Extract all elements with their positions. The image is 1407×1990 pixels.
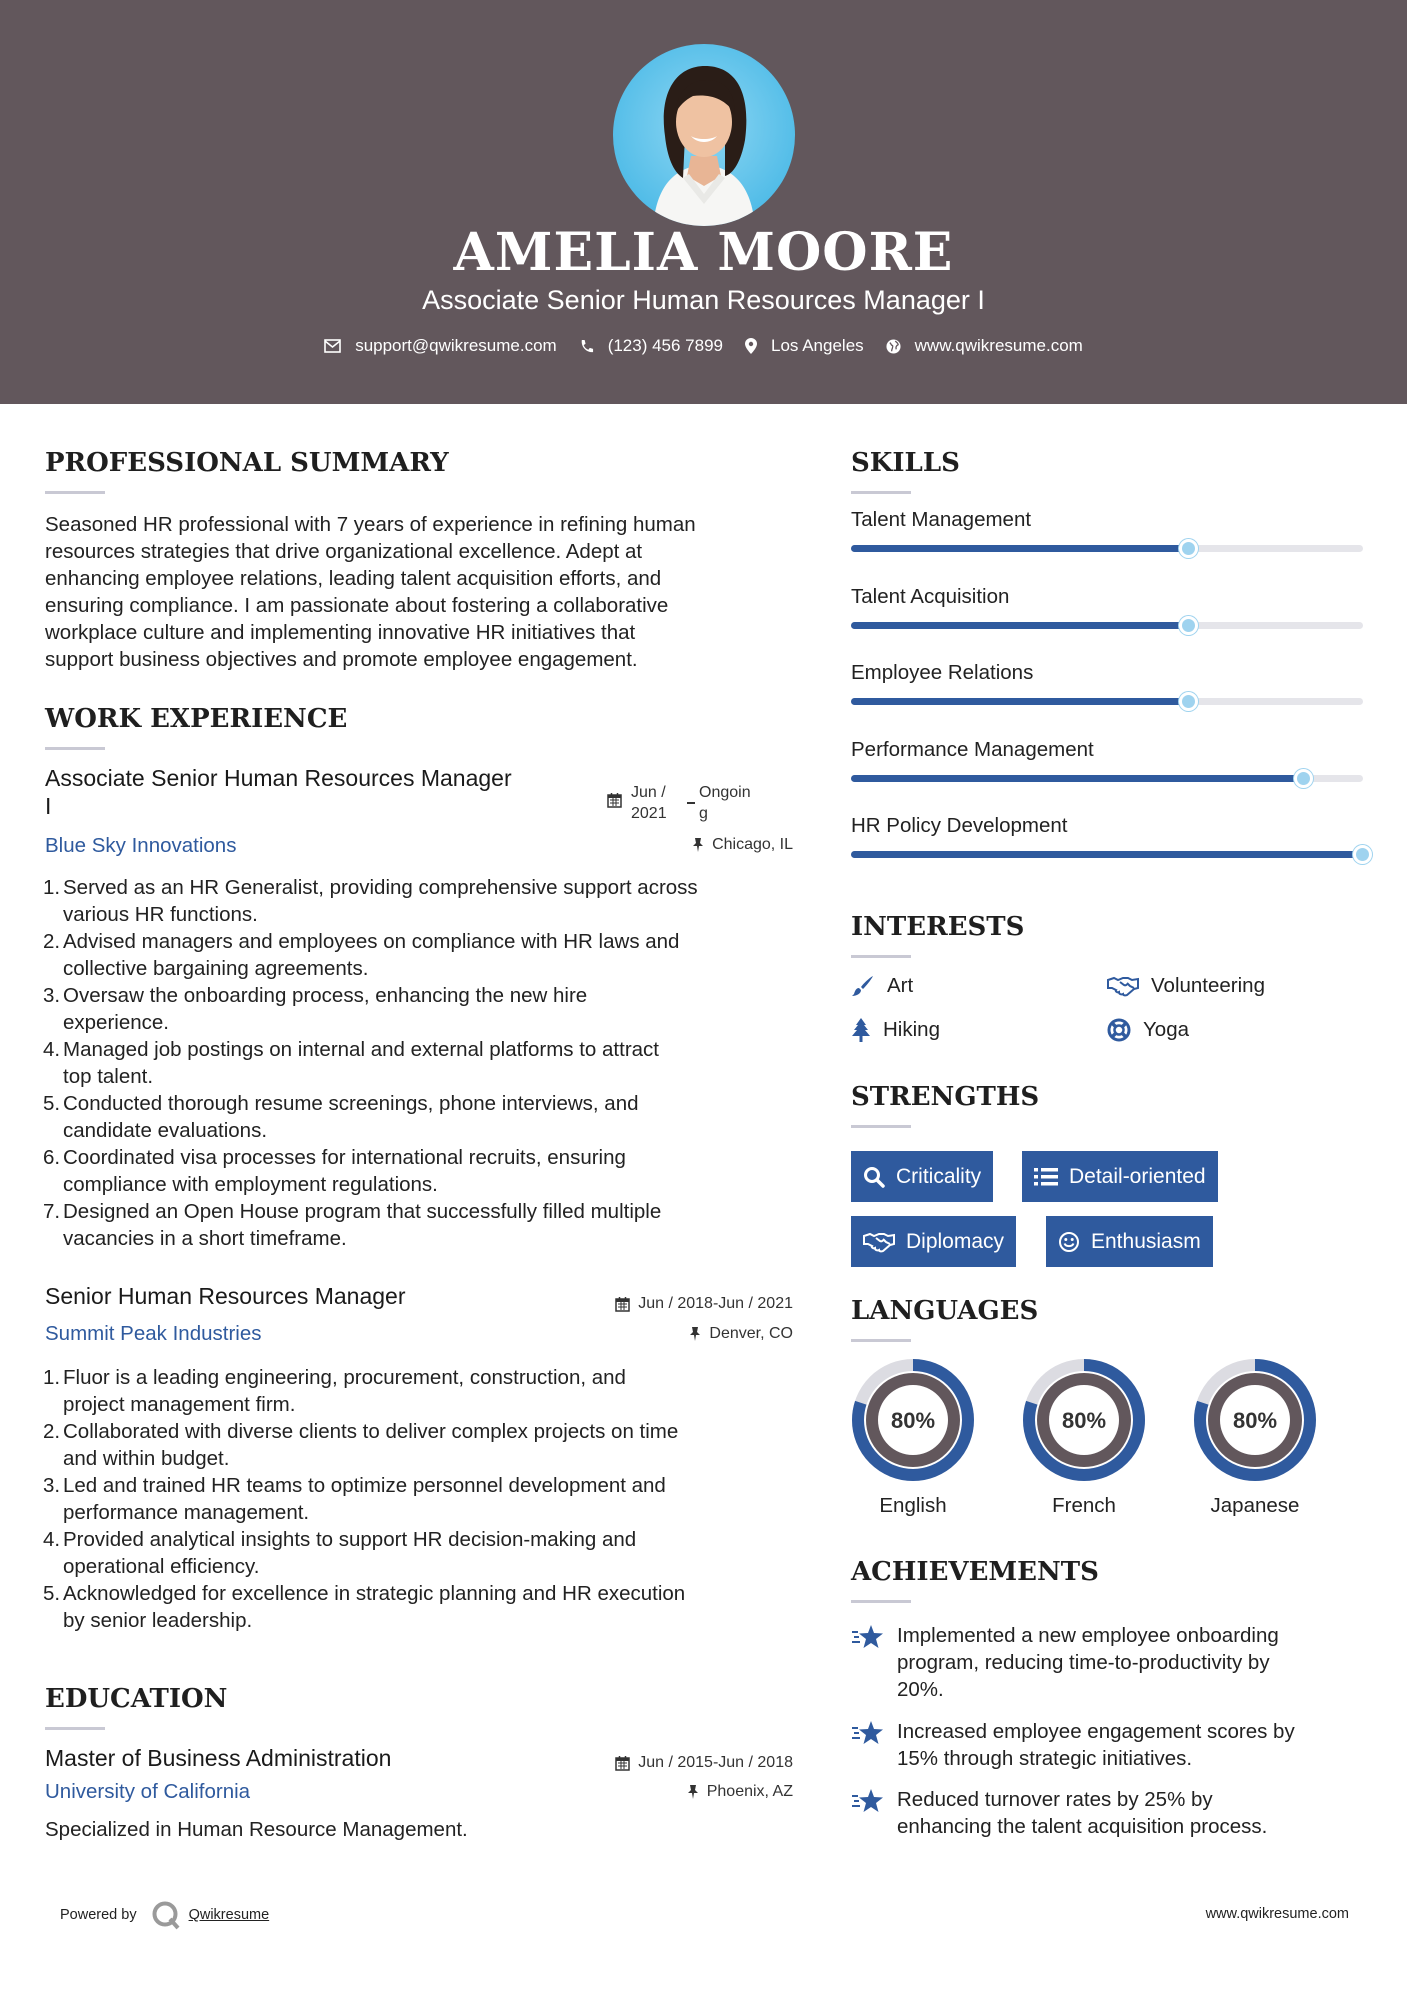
strength-enthusiasm xyxy=(1046,1216,1213,1267)
interest-label: Volunteering xyxy=(1151,974,1265,997)
interests-section xyxy=(851,912,1024,958)
lifebuoy-icon xyxy=(1107,1018,1131,1042)
footer-powered-by[interactable] xyxy=(60,1900,269,1930)
interest-hiking xyxy=(851,1018,940,1042)
skill-bar xyxy=(851,545,1363,552)
header xyxy=(0,0,1407,404)
summary-line: enhancing employee relations, leading talent acquisition efforts, and xyxy=(45,567,662,590)
footer-website[interactable]: www.qwikresume.com xyxy=(1205,1906,1349,1922)
school-name: University of California xyxy=(45,1780,251,1803)
interest-art xyxy=(851,974,913,998)
list-item: 5. Acknowledged for excellence in strategic planning and HR execution by senior leadership. xyxy=(43,1582,686,1632)
handshake-icon xyxy=(1107,975,1139,997)
star-icon xyxy=(851,1788,885,1814)
achievements-heading: ACHIEVEMENTS xyxy=(851,1557,1099,1587)
qwikresume-logo-icon xyxy=(151,1900,181,1930)
summary-line: ensuring compliance. I am passionate about fostering a collaborative xyxy=(45,594,669,617)
skill-bar xyxy=(851,698,1363,705)
skill-bar-fill xyxy=(851,851,1363,858)
skill-name: Performance Management xyxy=(851,737,1094,761)
skill-name: HR Policy Development xyxy=(851,814,1068,837)
job-title-line: I xyxy=(45,793,52,819)
skill-bar-knob xyxy=(1179,616,1198,635)
degree-title: Master of Business Administration xyxy=(45,1745,392,1771)
interests-heading: INTERESTS xyxy=(851,912,1025,942)
job-title xyxy=(45,764,605,820)
list-icon xyxy=(1034,1167,1058,1187)
skill-bar xyxy=(851,851,1363,858)
list-item: 1. Served as an HR Generalist, providing comprehensive support across various HR functions. xyxy=(43,876,698,926)
calendar-icon xyxy=(615,1755,630,1771)
strength-label: Diplomacy xyxy=(906,1229,1005,1253)
list-item: 7. Designed an Open House program that successfully filled multiple vacancies in a short timeframe. xyxy=(43,1200,662,1250)
contact-bar xyxy=(0,336,1407,356)
list-item: 4. Provided analytical insights to support HR decision-making and operational efficiency. xyxy=(43,1528,637,1578)
list-item: 3. Oversaw the onboarding process, enhancing the new hire experience. xyxy=(43,984,588,1034)
skill-bar-fill xyxy=(851,622,1189,629)
interest-yoga xyxy=(1107,1018,1189,1042)
candidate-name: AMELIA MOORE xyxy=(453,222,954,283)
contact-website[interactable] xyxy=(886,336,1083,356)
skill-bar-fill xyxy=(851,698,1189,705)
strengths-heading: STRENGTHS xyxy=(851,1082,1040,1112)
language-ring xyxy=(851,1358,975,1482)
heading-underline xyxy=(851,1600,911,1603)
candidate-title: Associate Senior Human Resources Manager I xyxy=(422,285,985,315)
skill-name: Talent Acquisition xyxy=(851,584,1010,608)
education-dates-text: Jun / 2015-Jun / 2018 xyxy=(638,1754,793,1771)
skill-name: Employee Relations xyxy=(851,661,1034,684)
skill-name: Talent Management xyxy=(851,508,1032,531)
education-section xyxy=(45,1684,227,1730)
job-location-text: Chicago, IL xyxy=(712,836,793,853)
date-to xyxy=(699,782,769,824)
summary-line: resources strategies that drive organizational excellence. Adept at xyxy=(45,540,643,563)
achievement-text: Increased employee engagement scores by 15% through strategic initiatives. xyxy=(897,1720,1295,1770)
heading-underline xyxy=(851,1339,911,1342)
language-name: Japanese xyxy=(1210,1494,1300,1517)
skill-bar xyxy=(851,775,1363,782)
job-dates-text: Jun / 2018-Jun / 2021 xyxy=(638,1295,793,1312)
portrait-image xyxy=(613,44,795,226)
education-dates xyxy=(615,1754,793,1772)
achievement-item xyxy=(851,1622,1279,1703)
map-pin-icon xyxy=(745,338,757,354)
heading-underline xyxy=(851,955,911,958)
search-icon xyxy=(863,1166,885,1188)
brand-link[interactable]: Qwikresume xyxy=(188,1907,270,1923)
calendar-icon xyxy=(607,792,622,808)
languages-heading: LANGUAGES xyxy=(851,1296,1039,1326)
education-location-text: Phoenix, AZ xyxy=(706,1783,793,1800)
paintbrush-icon xyxy=(851,974,875,998)
summary-section xyxy=(45,448,449,494)
location-text: Los Angeles xyxy=(771,336,864,355)
language-name: English xyxy=(879,1494,947,1517)
date-from-line: 2021 xyxy=(631,805,667,822)
education-heading: EDUCATION xyxy=(45,1684,228,1714)
strength-detail-oriented xyxy=(1022,1151,1218,1202)
summary-heading: PROFESSIONAL SUMMARY xyxy=(45,448,449,478)
list-item: 6. Coordinated visa processes for international recruits, ensuring compliance with employment regulations. xyxy=(43,1146,626,1196)
star-icon xyxy=(851,1720,885,1746)
strength-label: Detail-oriented xyxy=(1069,1164,1206,1188)
date-from-line: Jun / xyxy=(631,784,666,801)
strength-diplomacy xyxy=(851,1216,1016,1267)
job-bullets xyxy=(45,874,793,1252)
company-name: Blue Sky Innovations xyxy=(45,834,237,857)
language-percent: 80% xyxy=(1232,1408,1278,1433)
pin-icon xyxy=(692,837,704,853)
list-item: 2. Collaborated with diverse clients to deliver complex projects on time and within budget. xyxy=(43,1420,679,1470)
achievement-text: Reduced turnover rates by 25% by enhancing the talent acquisition process. xyxy=(897,1788,1268,1838)
interest-label: Yoga xyxy=(1143,1018,1189,1041)
skill-bar-knob xyxy=(1294,769,1313,788)
interest-label: Art xyxy=(887,974,914,997)
globe-icon xyxy=(886,339,901,354)
job-location xyxy=(692,836,793,854)
powered-by-text: Powered by xyxy=(60,1907,137,1923)
language-ring xyxy=(1022,1358,1146,1482)
date-to-line: Ongoin xyxy=(699,784,751,801)
interest-volunteering xyxy=(1107,974,1265,998)
date-to-line: g xyxy=(699,805,708,822)
list-item: 4. Managed job postings on internal and external platforms to attract top talent. xyxy=(43,1038,659,1088)
envelope-icon xyxy=(324,339,341,353)
list-item: 2. Advised managers and employees on compliance with HR laws and collective bargaining agreements. xyxy=(43,930,680,980)
languages-section xyxy=(851,1296,1038,1342)
strength-label: Enthusiasm xyxy=(1091,1229,1201,1253)
pin-icon xyxy=(689,1326,701,1342)
strength-label: Criticality xyxy=(896,1164,982,1188)
job-bullets xyxy=(45,1364,793,1634)
language-percent: 80% xyxy=(890,1408,936,1433)
summary-line: workplace culture and implementing innovative HR initiatives that xyxy=(45,621,636,644)
job-location-text: Denver, CO xyxy=(709,1325,793,1342)
skills-heading: SKILLS xyxy=(851,448,960,478)
skills-section xyxy=(851,448,960,494)
date-separator xyxy=(687,802,695,804)
education-location xyxy=(687,1783,793,1801)
heading-underline xyxy=(45,491,105,494)
skill-bar-knob xyxy=(1179,539,1198,558)
heading-underline xyxy=(45,1727,105,1730)
heading-underline xyxy=(45,747,105,750)
profile-photo xyxy=(613,44,795,226)
list-item: 3. Led and trained HR teams to optimize personnel development and performance management. xyxy=(43,1474,666,1524)
list-item: 1. Fluor is a leading engineering, procurement, construction, and project management firm. xyxy=(43,1366,626,1416)
phone-text: (123) 456 7899 xyxy=(607,336,724,355)
language-name: French xyxy=(1052,1494,1116,1517)
language-ring xyxy=(1193,1358,1317,1482)
contact-phone[interactable] xyxy=(579,336,723,356)
skill-bar-fill xyxy=(851,775,1304,782)
pin-icon xyxy=(687,1784,699,1800)
summary-line: support business objectives and promote employee engagement. xyxy=(45,648,638,671)
heading-underline xyxy=(851,491,911,494)
skill-bar-knob xyxy=(1353,845,1372,864)
skill-bar-knob xyxy=(1179,692,1198,711)
summary-text xyxy=(45,511,793,673)
website-text: www.qwikresume.com xyxy=(914,336,1083,355)
contact-email[interactable] xyxy=(324,336,557,356)
interest-label: Hiking xyxy=(883,1018,940,1041)
language-item xyxy=(1022,1358,1146,1518)
experience-heading: WORK EXPERIENCE xyxy=(45,704,348,734)
contact-location xyxy=(745,336,864,356)
heading-underline xyxy=(851,1125,911,1128)
handshake-icon xyxy=(863,1231,895,1253)
language-item xyxy=(1193,1358,1317,1518)
language-percent: 80% xyxy=(1061,1408,1107,1433)
achievement-item xyxy=(851,1786,1267,1840)
job-dates xyxy=(615,1295,793,1313)
job-title: Senior Human Resources Manager xyxy=(45,1283,406,1309)
skill-bar xyxy=(851,622,1363,629)
smile-icon xyxy=(1058,1231,1080,1253)
summary-line: Seasoned HR professional with 7 years of experience in refining human xyxy=(45,513,696,536)
education-note: Specialized in Human Resource Management. xyxy=(45,1818,468,1841)
company-name: Summit Peak Industries xyxy=(45,1322,262,1345)
strength-criticality xyxy=(851,1151,993,1202)
achievements-section xyxy=(851,1557,1099,1603)
list-item: 5. Conducted thorough resume screenings, phone interviews, and candidate evaluations. xyxy=(43,1092,639,1142)
achievement-text: Implemented a new employee onboarding program, reducing time-to-productivity by 20%. xyxy=(897,1624,1279,1701)
job-location xyxy=(689,1325,793,1343)
phone-icon xyxy=(579,339,594,354)
experience-section xyxy=(45,704,347,750)
skill-bar-fill xyxy=(851,545,1189,552)
email-text: support@qwikresume.com xyxy=(355,336,557,355)
achievement-item xyxy=(851,1718,1295,1772)
star-icon xyxy=(851,1624,885,1650)
strengths-section xyxy=(851,1082,1039,1128)
calendar-icon xyxy=(615,1296,630,1312)
language-item xyxy=(851,1358,975,1518)
tree-icon xyxy=(851,1018,871,1042)
job-title-line: Associate Senior Human Resources Manager xyxy=(45,765,512,791)
